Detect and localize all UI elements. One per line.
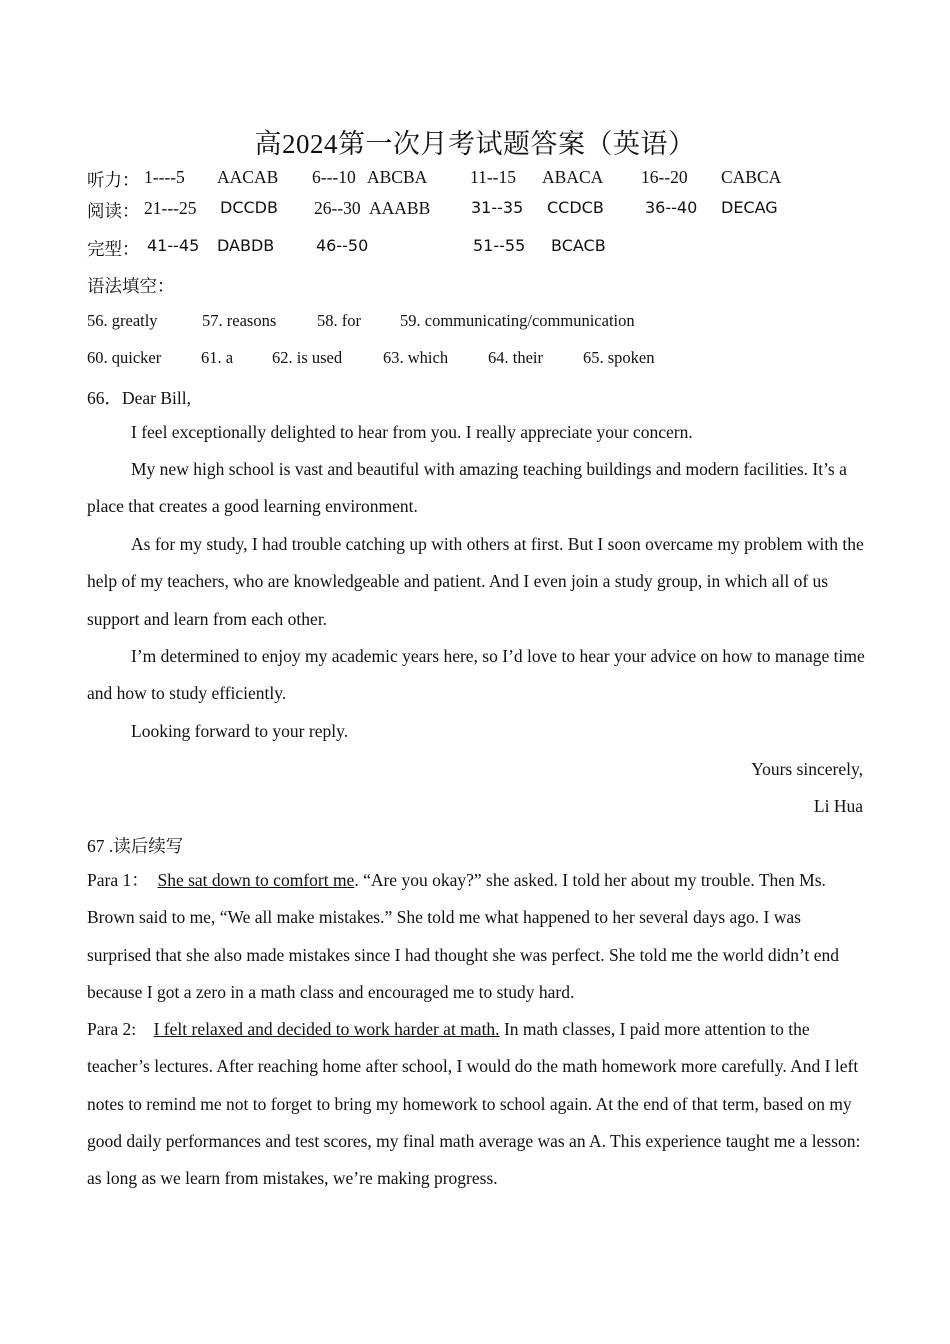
listening-answer-4: CABCA	[721, 167, 782, 187]
continuation-para-2	[87, 1011, 867, 1197]
para1-lead-sentence: She sat down to comfort me	[157, 870, 355, 890]
reading-range-3: 31--35	[471, 198, 524, 217]
listening-answer-2: ABCBA	[367, 167, 428, 187]
reading-range-2: 26--30	[314, 198, 361, 218]
para2-lead-sentence: I felt relaxed and decided to work harder at math.	[153, 1019, 500, 1039]
listening-range-3: 11--15	[470, 167, 517, 187]
letter-paragraph-2: My new high school is vast and beautiful with amazing teaching buildings and modern facilities. It’s a place that creates a good learning environment.	[87, 459, 847, 517]
grammar-answer-56: 56. greatly	[87, 311, 158, 330]
reading-answer-4: DECAG	[721, 198, 778, 217]
listening-range-1: 1----5	[144, 167, 185, 187]
cloze-answer-3: BCACB	[551, 236, 606, 255]
listening-answer-1: AACAB	[217, 167, 279, 187]
reading-range-4: 36--40	[645, 198, 698, 217]
cloze-label: 完型：	[87, 239, 140, 259]
cloze-answer-1: DABDB	[217, 236, 275, 255]
reading-range-1: 21---25	[144, 198, 197, 218]
listening-answer-3: ABACA	[542, 167, 604, 187]
grammar-label: 语法填空：	[87, 276, 175, 296]
cloze-range-2: 46--50	[316, 236, 369, 255]
letter-paragraph-3: As for my study, I had trouble catching up with others at first. But I soon overcame my problem with the help of my teachers, who are knowledgeable and patient. And I even join a study group, in which all of us support and learn from each other.	[87, 534, 864, 629]
para2-label: Para 2:	[87, 1019, 137, 1039]
grammar-answer-65: 65. spoken	[583, 348, 655, 367]
letter-paragraph-1: I feel exceptionally delighted to hear from you. I really appreciate your concern.	[131, 422, 693, 442]
grammar-answer-63: 63. which	[383, 348, 449, 367]
reading-answer-2: AAABB	[369, 198, 431, 218]
para1-body: . “Are you okay?” she asked. I told her about my trouble. Then Ms. Brown said to me, “We all make mistakes.” She told me what happened to her several days ago. I was surprised that she also made mistakes since I had thought she was perfect. She told me the world didn’t end because I got a zero in a math class and encouraged me to study hard.	[87, 870, 840, 1002]
letter-signature: Li Hua	[813, 796, 863, 816]
para2-body: In math classes, I paid more attention to the teacher’s lectures. After reaching home after school, I would do the math homework more carefully. And I left notes to remind me not to forget to bring my homework to school again. At the end of that term, based on my good daily performances and test scores, my final math average was an A. This experience taught me a lesson: as long as we learn from mistakes, we’re making progress.	[87, 1019, 861, 1189]
reading-label: 阅读：	[87, 201, 140, 221]
cloze-range-3: 51--55	[473, 236, 526, 255]
grammar-answer-59: 59. communicating/communication	[400, 311, 635, 330]
letter-closing: Yours sincerely,	[751, 759, 863, 779]
letter-paragraph-5: Looking forward to your reply.	[131, 721, 349, 741]
grammar-answer-64: 64. their	[488, 348, 543, 367]
q67-heading: 67 .读后续写	[87, 836, 184, 856]
grammar-answer-57: 57. reasons	[202, 311, 277, 330]
letter-paragraph-4: I’m determined to enjoy my academic years here, so I’d love to hear your advice on how to manage time and how to study efficiently.	[87, 646, 865, 704]
grammar-answer-62: 62. is used	[272, 348, 343, 367]
listening-range-2: 6---10	[312, 167, 356, 187]
reading-answer-3: CCDCB	[547, 198, 604, 217]
continuation-para-1	[87, 862, 867, 1011]
cloze-range-1: 41--45	[147, 236, 200, 255]
grammar-answer-58: 58. for	[317, 311, 361, 330]
grammar-answer-61: 61. a	[201, 348, 234, 367]
grammar-answer-60: 60. quicker	[87, 348, 162, 367]
page-title: 高2024第一次月考试题答案（英语）	[254, 129, 696, 159]
q66-heading: 66．Dear Bill,	[87, 388, 192, 408]
reading-answer-1: DCCDB	[220, 198, 278, 217]
listening-range-4: 16--20	[641, 167, 688, 187]
listening-label: 听力：	[87, 170, 140, 190]
para1-label: Para 1：	[87, 870, 149, 890]
